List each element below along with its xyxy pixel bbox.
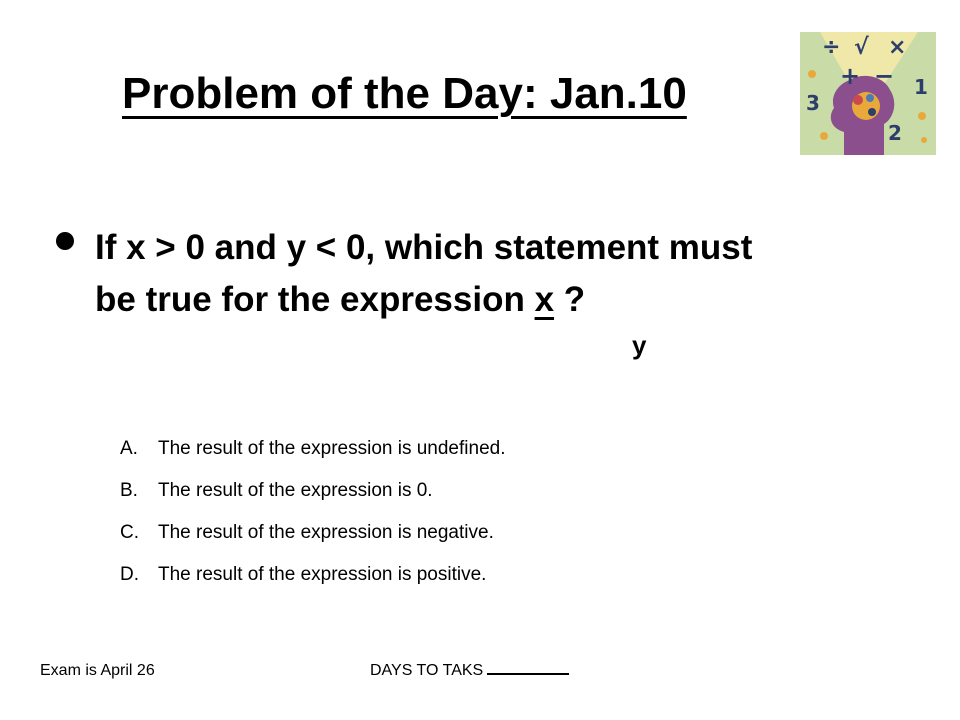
question-text: [95, 222, 935, 326]
choice-letter: C.: [120, 522, 139, 543]
svg-text:−: −: [874, 62, 895, 90]
fraction-numerator: x: [534, 280, 555, 319]
footer-exam-date: Exam is April 26: [40, 662, 155, 679]
choice-letter: D.: [120, 564, 139, 585]
choice-text: The result of the expression is undefined.: [158, 438, 506, 459]
math-head-clipart-icon: [800, 32, 936, 155]
svg-text:1: 1: [914, 75, 928, 99]
svg-text:2: 2: [888, 121, 902, 145]
footer-days-label: DAYS TO TAKS: [370, 662, 484, 679]
fraction-denominator: y: [632, 330, 647, 360]
footer-days-to-taks: [370, 662, 569, 680]
footer-blank-line: [487, 673, 569, 675]
svg-text:×: ×: [888, 35, 907, 60]
choice-text: The result of the expression is negative.: [158, 522, 494, 543]
svg-text:√: √: [854, 35, 869, 60]
svg-text:+: +: [840, 62, 861, 90]
choice-text: The result of the expression is positive.: [158, 564, 487, 585]
choice-letter: B.: [120, 480, 138, 501]
bullet-point: [56, 232, 74, 250]
question-line-1: If x > 0 and y < 0, which statement must: [95, 228, 753, 267]
svg-text:÷: ÷: [822, 35, 841, 60]
choice-letter: A.: [120, 438, 138, 459]
choice-text: The result of the expression is 0.: [158, 480, 433, 501]
svg-text:3: 3: [806, 91, 820, 115]
question-line-2-prefix: be true for the expression: [95, 280, 535, 319]
question-line-2: [95, 274, 935, 326]
question-line-2-suffix: ?: [554, 280, 586, 319]
slide-title: Problem of the Day: Jan.10: [122, 69, 687, 118]
